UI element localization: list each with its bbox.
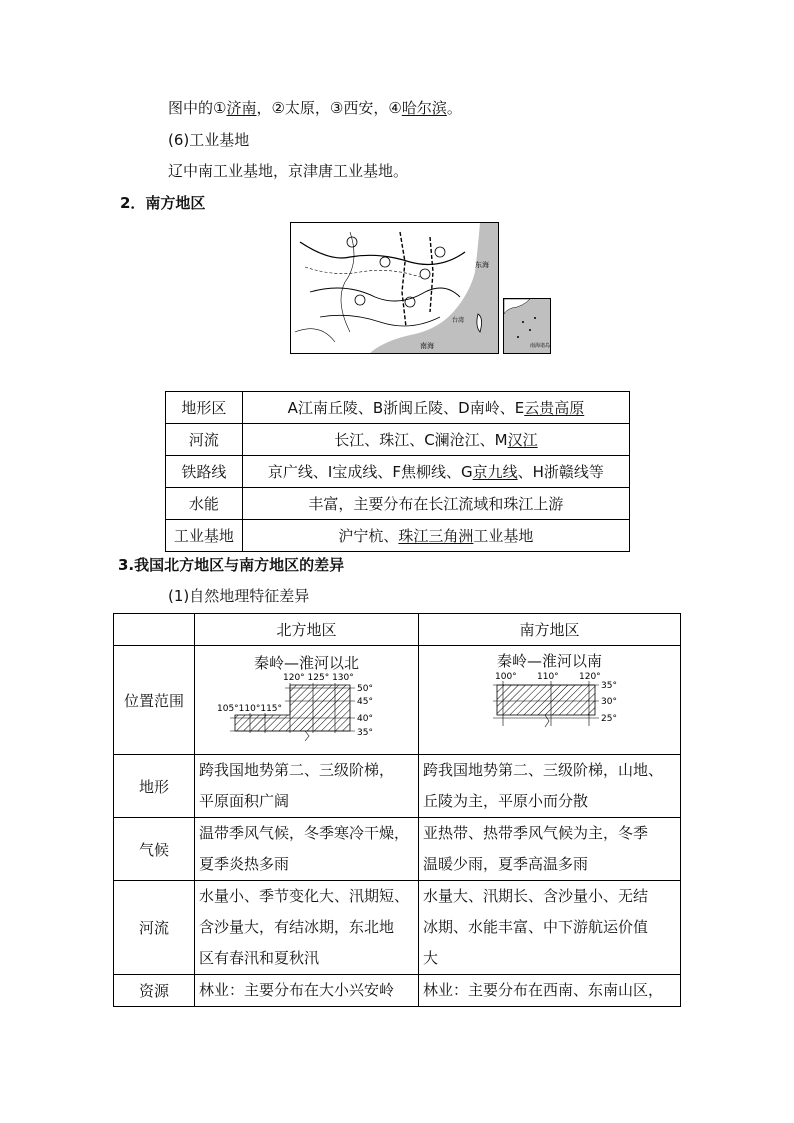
south-lat-30: 30° xyxy=(601,697,617,707)
section-heading-differences: 3.我国北方地区与南方地区的差异 xyxy=(118,556,345,574)
subheading-natural-differences: (1)自然地理特征差异 xyxy=(168,587,310,605)
south-row-text: 长江、珠江、C澜沧江、M xyxy=(334,431,508,449)
text-prefix: 图中的① xyxy=(168,99,227,117)
diff-north-cell xyxy=(195,975,419,1007)
diff-north-line: 林业：主要分布在大小兴安岭 xyxy=(199,981,395,999)
south-row-text: 沪宁杭、 xyxy=(338,527,399,545)
diff-south-line: 冰期、水能丰富、中下游航运价值 xyxy=(423,918,649,936)
north-lat-40: 40° xyxy=(357,714,373,724)
south-row-label: 水能 xyxy=(166,488,243,520)
south-row-label: 工业基地 xyxy=(166,520,243,552)
south-row-u: 珠江三角洲 xyxy=(398,527,474,545)
city-harbin: 哈尔滨 xyxy=(401,99,447,117)
south-table-row xyxy=(166,424,630,456)
south-location-text: 秦岭—淮河以南 xyxy=(496,652,602,670)
diff-north-line: 跨我国地势第二、三级阶梯， xyxy=(199,761,395,779)
south-location-cell xyxy=(419,646,681,755)
diff-south-cell xyxy=(419,755,681,818)
diff-north-cell xyxy=(195,818,419,881)
diff-north-line: 平原面积广阔 xyxy=(199,792,290,810)
south-row-content xyxy=(242,488,629,520)
south-row-content xyxy=(242,392,629,424)
south-row-u: 京九线 xyxy=(472,463,518,481)
south-row-content xyxy=(242,424,629,456)
south-lon-110: 110° xyxy=(537,672,559,682)
diff-north-line: 温带季风气候，冬季寒冷干燥， xyxy=(199,824,410,842)
text-mid: ，②太原，③西安，④ xyxy=(256,99,402,117)
diff-south-cell xyxy=(419,881,681,975)
south-table-row xyxy=(166,488,630,520)
diff-table-row xyxy=(114,975,681,1007)
south-row-label: 地形区 xyxy=(166,392,243,424)
south-row-text: A江南丘陵、B浙闽丘陵、D南岭、E xyxy=(287,399,525,417)
south-table-row xyxy=(166,392,630,424)
text-end: 。 xyxy=(446,99,462,117)
south-lon-120: 120° xyxy=(579,672,601,682)
south-row-content xyxy=(242,520,629,552)
north-south-difference-table xyxy=(113,613,681,1007)
diff-table-row xyxy=(114,881,681,975)
diff-table-row xyxy=(114,818,681,881)
subheading-industrial-base: (6)工业基地 xyxy=(168,131,250,149)
diff-north-cell xyxy=(195,755,419,818)
south-row-content xyxy=(242,456,629,488)
diff-south-cell xyxy=(419,975,681,1007)
label-south-sea: 南海 xyxy=(420,342,434,350)
label-nanhai-islands: 南海诸岛 xyxy=(530,343,551,349)
label-taiwan: 台湾 xyxy=(452,317,465,324)
south-table-row xyxy=(166,520,630,552)
south-row-u: 汉江 xyxy=(507,431,538,449)
section-heading-south: 2．南方地区 xyxy=(120,194,206,212)
south-china-map xyxy=(290,222,552,356)
south-row-label: 河流 xyxy=(166,424,243,456)
north-lon-top: 120° 125° 130° xyxy=(283,673,354,683)
city-jinan: 济南 xyxy=(226,99,257,117)
diff-south-line: 跨我国地势第二、三级阶梯，山地、 xyxy=(423,761,664,779)
south-lon-100: 100° xyxy=(495,672,517,682)
south-region-table xyxy=(165,391,630,552)
diff-south-line: 丘陵为主，平原小而分散 xyxy=(423,792,589,810)
diff-north-line: 夏季炎热多雨 xyxy=(199,855,290,873)
diff-north-cell xyxy=(195,881,419,975)
south-row-text: 丰富，主要分布在长江流域和珠江上游 xyxy=(308,495,564,513)
south-lat-lon-grid xyxy=(419,671,679,743)
diff-south-line: 温暖少雨，夏季高温多雨 xyxy=(423,855,589,873)
paragraph-industrial-bases: 辽中南工业基地，京津唐工业基地。 xyxy=(168,162,409,180)
diff-north-line: 区有春汛和夏秋汛 xyxy=(199,949,320,967)
north-lon-bottom: 105°110°115° xyxy=(217,704,283,714)
label-east-sea: 东海 xyxy=(475,261,489,269)
diff-north-line: 含沙量大，有结冰期，东北地 xyxy=(199,918,395,936)
header-north: 北方地区 xyxy=(195,614,419,646)
header-empty xyxy=(114,614,195,646)
diff-south-line: 水量大、汛期长、含沙量小、无结 xyxy=(423,887,649,905)
diff-south-cell xyxy=(419,818,681,881)
north-lat-lon-grid xyxy=(195,673,417,745)
header-south: 南方地区 xyxy=(419,614,681,646)
diff-row-label: 资源 xyxy=(114,975,195,1007)
south-lat-25: 25° xyxy=(601,714,617,724)
diff-south-line: 亚热带、热带季风气候为主，冬季 xyxy=(423,824,649,842)
diff-row-label: 地形 xyxy=(114,755,195,818)
south-lat-35: 35° xyxy=(601,681,617,691)
south-table-row xyxy=(166,456,630,488)
row-label-location: 位置范围 xyxy=(114,646,195,755)
north-location-text: 秦岭—淮河以北 xyxy=(254,654,360,672)
north-location-cell xyxy=(195,646,419,755)
north-lat-45: 45° xyxy=(357,697,373,707)
diff-north-line: 水量小、季节变化大、汛期短、 xyxy=(199,887,410,905)
south-row-tail: 、H浙赣线等 xyxy=(517,463,604,481)
diff-table-row xyxy=(114,755,681,818)
south-row-label: 铁路线 xyxy=(166,456,243,488)
north-lat-35: 35° xyxy=(357,728,373,738)
south-row-u: 云贵高原 xyxy=(524,399,585,417)
south-row-text: 京广线、I宝成线、F焦柳线、G xyxy=(267,463,473,481)
north-lat-50: 50° xyxy=(357,684,373,694)
diff-south-line: 林业：主要分布在西南、东南山区， xyxy=(423,981,664,999)
diff-row-label: 河流 xyxy=(114,881,195,975)
diff-south-line: 大 xyxy=(423,949,439,967)
south-row-tail: 工业基地 xyxy=(473,527,534,545)
diff-row-label: 气候 xyxy=(114,818,195,881)
paragraph-cities xyxy=(168,97,462,118)
